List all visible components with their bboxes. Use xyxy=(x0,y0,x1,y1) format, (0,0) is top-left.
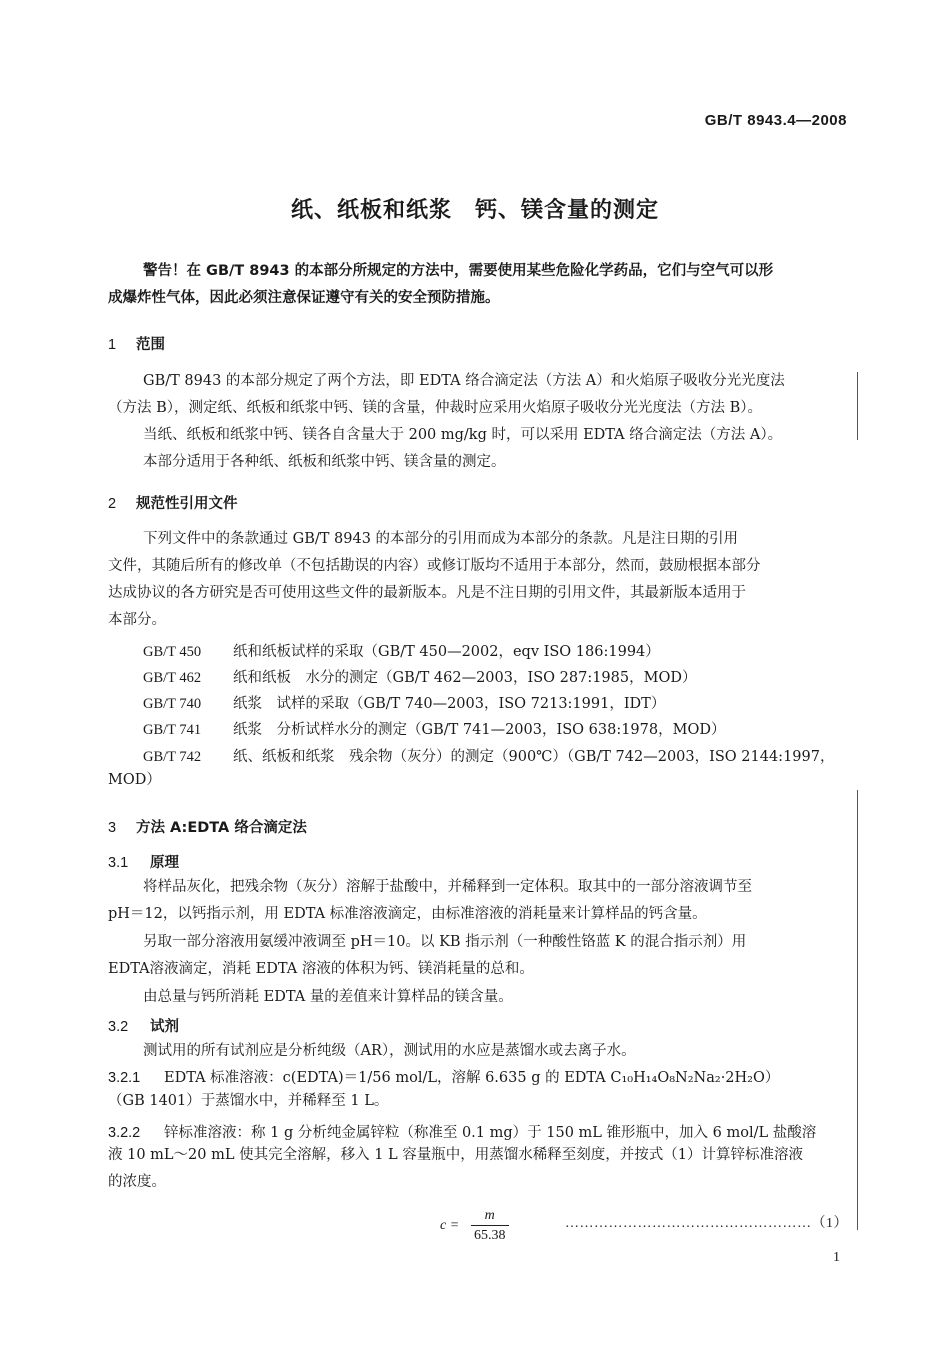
section-title: 规范性引用文件 xyxy=(136,496,238,512)
clause-number: 3.2.2 xyxy=(108,1125,141,1141)
principle-para-1-line-1: 将样品灰化，把残余物（灰分）溶解于盐酸中，并稀释到一定体积。取其中的一部分溶液调节至 xyxy=(143,879,752,895)
section-2-para-line-3: 达成协议的各方研究是否可使用这些文件的最新版本。凡是不注日期的引用文件，其最新版本适用于 xyxy=(108,585,746,601)
reference-item xyxy=(143,692,665,713)
reference-item xyxy=(143,640,660,661)
formula-numerator: m xyxy=(471,1208,509,1226)
reference-code: GB/T 740 xyxy=(143,696,202,712)
warning-line-2: 成爆炸性气体，因此必须注意保证遵守有关的安全预防措施。 xyxy=(108,290,500,306)
principle-para-1-line-2: pH＝12，以钙指示剂，用 EDTA 标准溶液滴定，由标准溶液的消耗量来计算样品的钙含量。 xyxy=(108,906,707,922)
reference-item xyxy=(143,718,725,739)
clause-number: 3.2.1 xyxy=(108,1070,141,1086)
section-number: 3 xyxy=(108,820,117,836)
clause-3-2-1-line-1 xyxy=(108,1066,779,1087)
warning-line-1: 警告！在 GB/T 8943 的本部分所规定的方法中，需要使用某些危险化学药品，它们与空气可以形 xyxy=(143,263,774,279)
subsection-title: 试剂 xyxy=(150,1019,179,1035)
section-2-heading xyxy=(108,492,238,513)
reference-code: GB/T 462 xyxy=(143,670,202,686)
section-1-heading xyxy=(108,333,165,354)
change-bar xyxy=(857,372,858,440)
reference-text: 纸、纸板和纸浆 残余物（灰分）的测定（900℃）（GB/T 742—2003，ISO 2144:1997， xyxy=(233,749,835,765)
reference-text: 纸和纸板 水分的测定（GB/T 462—2003，ISO 287:1985，MOD） xyxy=(233,670,697,686)
section-1-para-2: 当纸、纸板和纸浆中钙、镁各自含量大于 200 mg/kg 时，可以采用 EDTA 络合滴定法（方法 A）。 xyxy=(143,427,783,443)
section-2-para-line-1: 下列文件中的条款通过 GB/T 8943 的本部分的引用而成为本部分的条款。凡是注日期的引用 xyxy=(143,531,739,547)
section-title: 范围 xyxy=(136,337,165,353)
reference-item xyxy=(143,666,696,687)
section-3-heading xyxy=(108,816,307,837)
reference-text: 纸浆 试样的采取（GB/T 740—2003，ISO 7213:1991，IDT） xyxy=(233,696,666,712)
section-title: 方法 A:EDTA 络合滴定法 xyxy=(136,820,307,836)
equation-number: ……………………………………………（1） xyxy=(565,1216,848,1231)
clause-3-2-2-line-2: 液 10 mL～20 mL 使其完全溶解，移入 1 L 容量瓶中，用蒸馏水稀释至刻度，并按式（1）计算锌标准溶液 xyxy=(108,1147,803,1163)
subsection-number: 3.2 xyxy=(108,1019,129,1035)
formula-denominator: 65.38 xyxy=(473,1228,506,1243)
section-1-para-1-line-2: （方法 B），测定纸、纸板和纸浆中钙、镁的含量，仲裁时应采用火焰原子吸收分光光度法（方法 B）。 xyxy=(108,400,763,416)
section-1-para-1-line-1: GB/T 8943 的本部分规定了两个方法，即 EDTA 络合滴定法（方法 A）和火焰原子吸收分光光度法 xyxy=(143,373,785,389)
clause-text: EDTA 标准溶液：c(EDTA)＝1/56 mol/L，溶解 6.635 g 的 EDTA C₁₀H₁₄O₈N₂Na₂·2H₂O） xyxy=(164,1070,780,1086)
section-number: 1 xyxy=(108,337,117,353)
clause-3-2-2-line-1 xyxy=(108,1121,816,1142)
reagents-para: 测试用的所有试剂应是分析纯级（AR），测试用的水应是蒸馏水或去离子水。 xyxy=(143,1043,636,1059)
reference-text: 纸浆 分析试样水分的测定（GB/T 741—2003，ISO 638:1978，MOD） xyxy=(233,722,726,738)
subsection-3-2-heading xyxy=(108,1015,179,1036)
principle-para-2-line-2: EDTA溶液滴定，消耗 EDTA 溶液的体积为钙、镁消耗量的总和。 xyxy=(108,961,534,977)
change-bar xyxy=(857,790,858,1230)
formula-lhs: c = xyxy=(440,1218,460,1234)
section-number: 2 xyxy=(108,496,117,512)
clause-text: 锌标准溶液：称 1 g 分析纯金属锌粒（称准至 0.1 mg）于 150 mL 锥形瓶中，加入 6 mol/L 盐酸溶 xyxy=(164,1125,817,1141)
page-number: 1 xyxy=(833,1250,840,1265)
reference-code: GB/T 741 xyxy=(143,722,202,738)
reference-continuation: MOD） xyxy=(108,772,161,788)
subsection-3-1-heading xyxy=(108,851,179,872)
section-2-para-line-2: 文件，其随后所有的修改单（不包括勘误的内容）或修订版均不适用于本部分，然而，鼓励根据本部分 xyxy=(108,558,761,574)
clause-3-2-2-line-3: 的浓度。 xyxy=(108,1174,166,1190)
formula-fraction xyxy=(471,1208,509,1244)
principle-para-3: 由总量与钙所消耗 EDTA 量的差值来计算样品的镁含量。 xyxy=(143,989,513,1005)
reference-code: GB/T 742 xyxy=(143,749,202,765)
page-title: 纸、纸板和纸浆 钙、镁含量的测定 xyxy=(290,198,659,223)
subsection-title: 原理 xyxy=(150,855,179,871)
principle-para-2-line-1: 另取一部分溶液用氨缓冲液调至 pH＝10。以 KB 指示剂（一种酸性铬蓝 K 的混合指示剂）用 xyxy=(143,934,747,950)
reference-code: GB/T 450 xyxy=(143,644,202,660)
standard-number: GB/T 8943.4—2008 xyxy=(704,112,847,129)
reference-item xyxy=(143,745,834,766)
section-1-para-3: 本部分适用于各种纸、纸板和纸浆中钙、镁含量的测定。 xyxy=(143,454,506,470)
reference-text: 纸和纸板试样的采取（GB/T 450—2002，eqv ISO 186:1994） xyxy=(233,644,660,660)
clause-3-2-1-line-2: （GB 1401）于蒸馏水中，并稀释至 1 L。 xyxy=(108,1093,389,1109)
formula-1 xyxy=(440,1208,509,1244)
section-2-para-line-4: 本部分。 xyxy=(108,612,166,628)
subsection-number: 3.1 xyxy=(108,855,129,871)
